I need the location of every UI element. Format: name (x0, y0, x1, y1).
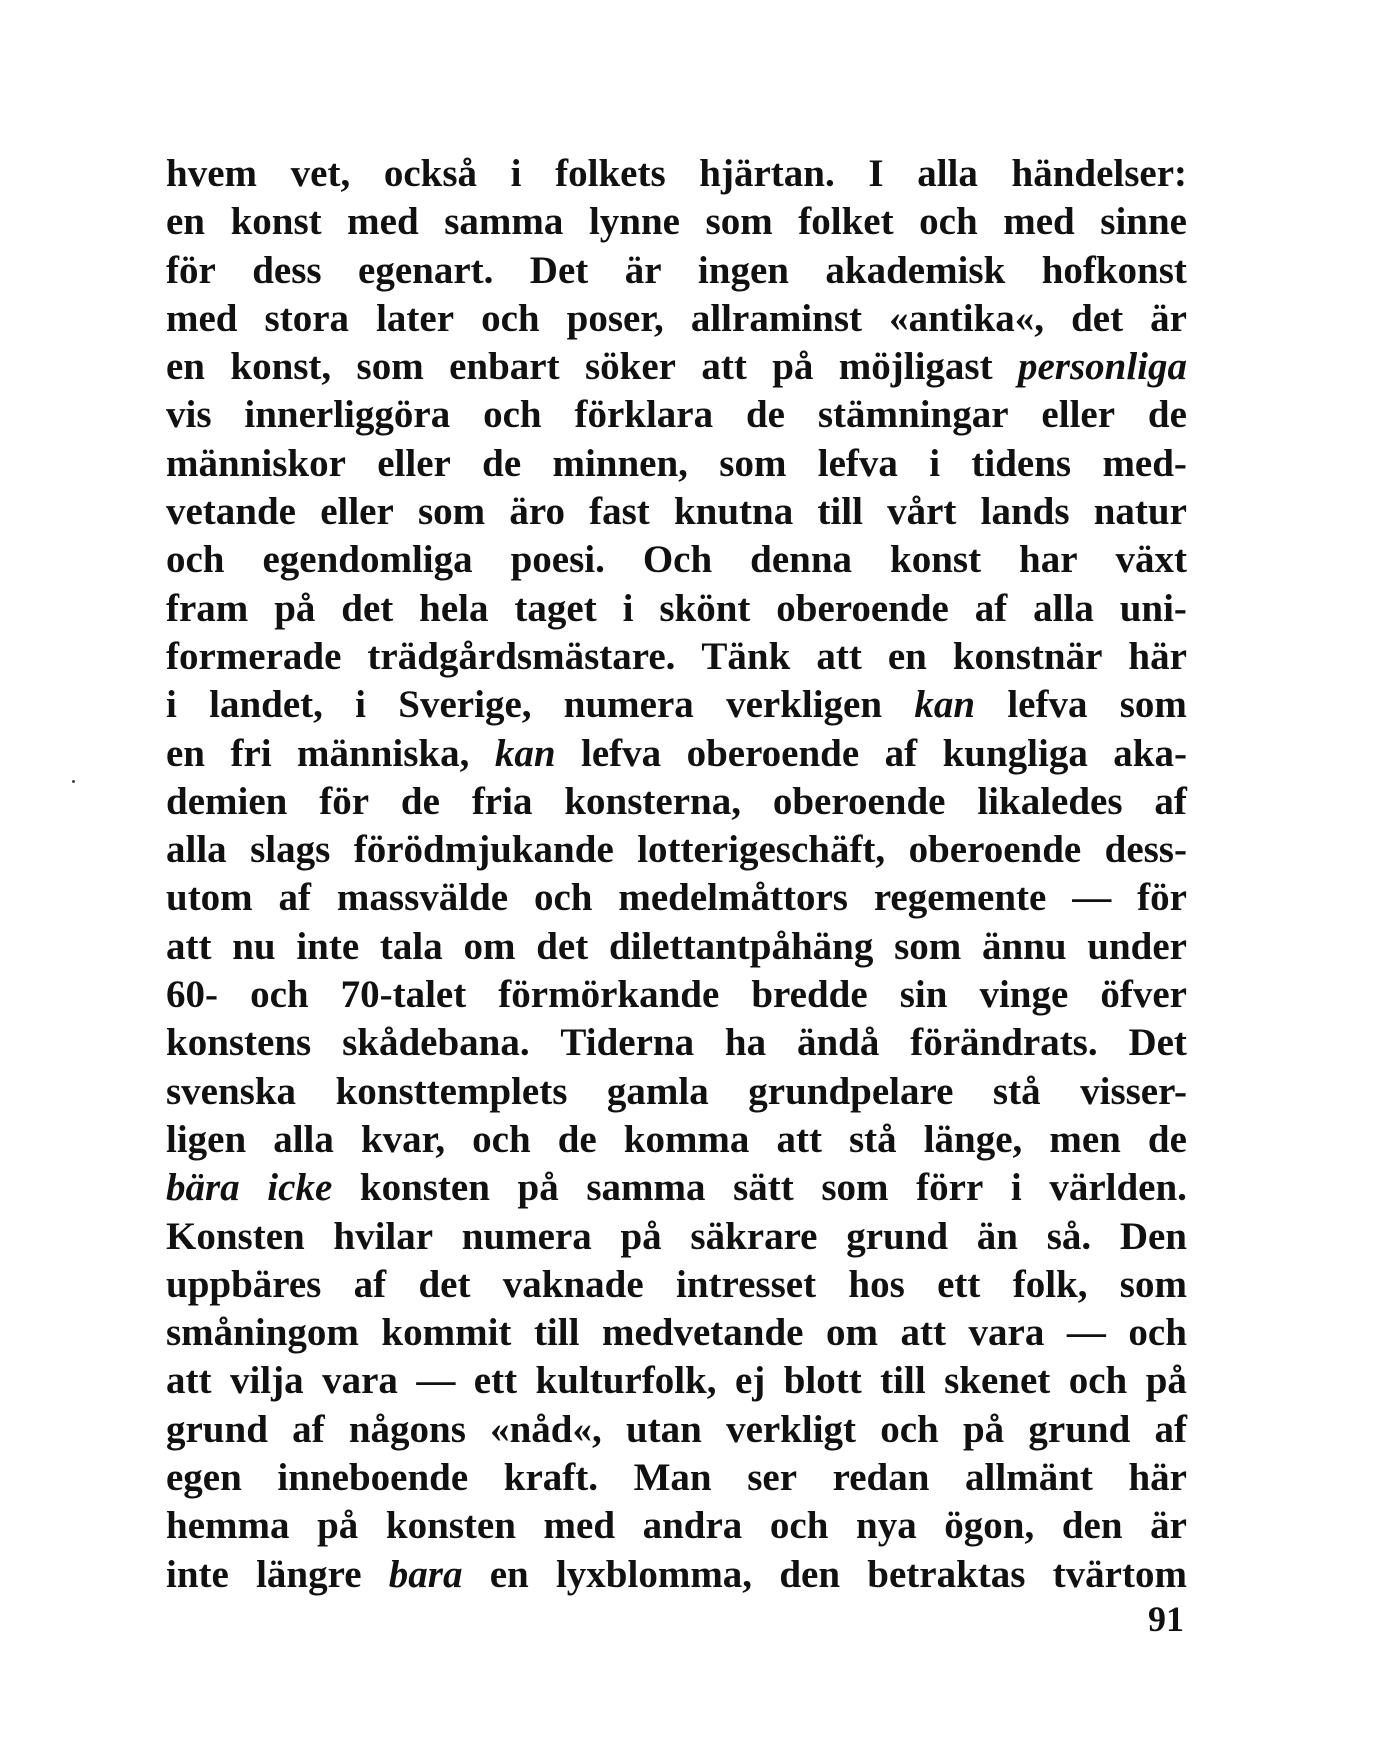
word: 70-talet (340, 973, 467, 1017)
text-line (166, 488, 1187, 536)
text-line (166, 1068, 1187, 1116)
word: de (745, 393, 785, 437)
word: alla (1033, 586, 1094, 630)
word: oberoende (686, 731, 860, 775)
word: småningom (166, 1311, 359, 1355)
word: konsten (385, 1504, 516, 1548)
word: folk, (1012, 1262, 1088, 1306)
word: på (274, 586, 316, 630)
word: Och (642, 538, 713, 582)
word: verkligen (726, 683, 883, 727)
word: 60- (166, 973, 218, 1017)
word: formerade (166, 634, 342, 678)
word: den (779, 1552, 841, 1596)
word: kulturfolk, (535, 1359, 717, 1403)
word: «nåd«, (490, 1407, 602, 1451)
italic-word: personliga (1017, 345, 1187, 389)
word: kvar, (360, 1117, 446, 1161)
word: numera (563, 683, 694, 727)
word: alla (166, 828, 227, 872)
word: det (418, 1262, 471, 1306)
word: har (1019, 538, 1078, 582)
italic-word: bära (166, 1166, 240, 1210)
word: medvetande (601, 1311, 804, 1355)
word: egen (166, 1456, 242, 1500)
text-line (166, 198, 1187, 246)
word: oberoende (772, 779, 946, 823)
word: landet, (209, 683, 323, 727)
word: vetande (166, 490, 296, 534)
word: på (620, 1214, 662, 1258)
word: i (355, 683, 367, 727)
word: lands (980, 490, 1070, 534)
word: att (166, 1359, 212, 1403)
word: som (705, 200, 773, 244)
text-line (166, 826, 1187, 874)
word: till (533, 1311, 580, 1355)
word: Det (529, 248, 589, 292)
word: är (1150, 296, 1187, 340)
word: vis (166, 393, 212, 437)
word: och (250, 973, 309, 1017)
word: hos (848, 1262, 905, 1306)
word: lotterigeschäft, (637, 828, 886, 872)
word: och (769, 1504, 829, 1548)
word: kungliga (942, 731, 1088, 775)
word: ligen (166, 1117, 247, 1161)
word: intresset (676, 1262, 817, 1306)
word: i (929, 441, 941, 485)
word: komma (623, 1117, 750, 1161)
word: oberoende (776, 586, 949, 630)
word: skådebana. (342, 1021, 530, 1065)
word: de (1147, 393, 1187, 437)
word: uppbäres (166, 1262, 322, 1306)
text-line (166, 1116, 1187, 1164)
word: som (356, 345, 424, 389)
word: och (166, 538, 225, 582)
word: någons (348, 1407, 466, 1451)
word: enbart (449, 345, 560, 389)
margin-speck (72, 780, 75, 783)
word: skenet (944, 1359, 1051, 1403)
text-line (166, 971, 1187, 1019)
word: minnen, (552, 441, 688, 485)
word: numera (461, 1214, 592, 1258)
word: natur (1093, 490, 1187, 534)
word: och (1128, 1311, 1187, 1355)
word: händelser: (1011, 152, 1187, 195)
word: för (1137, 876, 1187, 920)
word: de (557, 1117, 597, 1161)
word: Konsten (166, 1214, 305, 1258)
word: folket (798, 200, 894, 244)
word: fast (589, 490, 650, 534)
word: Tiderna (560, 1021, 695, 1065)
word: regemente (873, 876, 1047, 920)
word: lefva (817, 441, 898, 485)
word: vara (322, 1359, 398, 1403)
word: som (417, 490, 486, 534)
word: knutna (673, 490, 794, 534)
word: förklara (574, 393, 714, 437)
word: egendomliga (262, 538, 473, 582)
word: ej (734, 1359, 766, 1403)
word: ett (473, 1359, 518, 1403)
word: och (483, 393, 542, 437)
word: med (166, 296, 238, 340)
word: egenart. (358, 248, 494, 292)
word: som (1119, 1262, 1187, 1306)
word: lefva (1007, 683, 1088, 727)
word: på (317, 1504, 359, 1548)
word: af (974, 586, 1008, 630)
word: med (347, 200, 419, 244)
italic-word: icke (267, 1166, 333, 1210)
word: fria (471, 779, 533, 823)
word: med (543, 1504, 616, 1548)
word: en (166, 731, 205, 775)
word: lyxblomma, (555, 1552, 753, 1596)
word: det (341, 586, 394, 630)
word: alla (273, 1117, 334, 1161)
text-line (166, 923, 1187, 971)
word: att (166, 924, 212, 968)
word: allraminst (690, 296, 863, 340)
word: oberoende (908, 828, 1082, 872)
word: ett (937, 1262, 981, 1306)
word: — (1072, 876, 1112, 920)
word: allmänt (965, 1456, 1093, 1500)
italic-word: kan (914, 683, 976, 727)
word: medelmåttors (618, 876, 848, 920)
word: af (1154, 779, 1187, 823)
word: lefva (580, 731, 662, 775)
word: en (489, 1552, 529, 1596)
word: hemma (166, 1504, 290, 1548)
word: de (400, 779, 440, 823)
word: trädgårdsmästare. (367, 634, 676, 678)
word: tala (379, 924, 443, 968)
word: — (1066, 1311, 1106, 1355)
word: utom (166, 876, 253, 920)
word: visser- (1080, 1069, 1187, 1113)
word: öfver (1100, 973, 1187, 1017)
word: hela (419, 586, 489, 630)
word: blott (783, 1359, 862, 1403)
word: och (1068, 1359, 1128, 1403)
word: så. (1046, 1214, 1092, 1258)
word: hofkonst (1041, 248, 1187, 292)
word: människa, (297, 731, 470, 775)
word: i (1010, 1166, 1022, 1210)
word: Man (633, 1456, 712, 1500)
text-line (166, 1454, 1187, 1502)
word: alla (917, 152, 978, 195)
text-line (166, 681, 1187, 729)
word: skönt (659, 586, 751, 630)
word: och (533, 876, 593, 920)
word: de (1147, 1117, 1187, 1161)
word: till (817, 490, 863, 534)
word: I (868, 152, 884, 195)
word: för (319, 779, 370, 823)
word: en (166, 200, 205, 244)
word: hvem (166, 152, 257, 195)
word: men (1049, 1117, 1121, 1161)
word: af (353, 1262, 387, 1306)
word: inte (296, 924, 360, 968)
word: en (166, 345, 205, 389)
word: Den (1119, 1214, 1187, 1258)
word: som (1119, 683, 1187, 727)
word: vårt (887, 490, 957, 534)
word: konstnär (952, 634, 1103, 678)
word: grundpelare (748, 1069, 954, 1113)
word: kommit (381, 1311, 512, 1355)
word: Tänk (701, 634, 791, 678)
text-line (166, 1551, 1187, 1599)
text-line (166, 1019, 1187, 1067)
text-line (166, 1309, 1187, 1357)
word: gamla (606, 1069, 709, 1113)
word: Det (1128, 1021, 1187, 1065)
word: bredde (751, 973, 868, 1017)
word: än (976, 1214, 1018, 1258)
text-line (166, 1502, 1187, 1550)
word: under (1087, 924, 1187, 968)
word: säkrare (690, 1214, 818, 1258)
text-line (166, 730, 1187, 778)
word: uni- (1119, 586, 1187, 630)
word: länge, (923, 1117, 1023, 1161)
text-line (166, 247, 1187, 295)
word: — (416, 1359, 456, 1403)
word: förmörkande (498, 973, 720, 1017)
word: sätt (733, 1166, 794, 1210)
word: Sverige, (398, 683, 532, 727)
word: att (816, 634, 862, 678)
word: betraktas (867, 1552, 1026, 1596)
word: på (962, 1407, 1005, 1451)
word: slags (250, 828, 331, 872)
text-line (166, 778, 1187, 826)
word: svenska (166, 1069, 297, 1113)
word: fri (230, 731, 272, 775)
word: tvärtom (1052, 1552, 1187, 1596)
word: stämningar (817, 393, 1009, 437)
word: later (376, 296, 455, 340)
word: innerliggöra (244, 393, 451, 437)
word: eller (320, 490, 394, 534)
word: vaknade (502, 1262, 644, 1306)
word: demien (166, 779, 288, 823)
text-line (166, 1164, 1187, 1212)
word: ögon, (944, 1504, 1035, 1548)
word: verkligt (726, 1407, 857, 1451)
word: redan (832, 1456, 930, 1500)
word: sin (899, 973, 948, 1017)
word: ännu (981, 924, 1067, 968)
word: och (481, 296, 540, 340)
text-line (166, 1261, 1187, 1309)
page-number: 91 (1148, 1599, 1184, 1639)
word: af (884, 731, 918, 775)
word: taget (514, 586, 597, 630)
word: fram (166, 586, 249, 630)
word: att (776, 1117, 822, 1161)
text-line (166, 585, 1187, 633)
word: på (772, 345, 814, 389)
word: dilettantpåhäng (608, 924, 874, 968)
word: tidens (971, 441, 1072, 485)
word: utan (625, 1407, 702, 1451)
word: som (894, 924, 962, 968)
word: också (383, 152, 478, 195)
word: hjärtan. (699, 152, 835, 195)
word: konsterna, (564, 779, 741, 823)
word: inte (166, 1552, 229, 1596)
word: med- (1102, 441, 1187, 485)
word: nu (232, 924, 276, 968)
word: sinne (1100, 200, 1187, 244)
text-line (166, 1406, 1187, 1454)
word: möjligast (838, 345, 993, 389)
word: förr (916, 1166, 984, 1210)
word: grund (1028, 1407, 1131, 1451)
word: vet, (290, 152, 351, 195)
word: att (701, 345, 747, 389)
word: eller (1041, 393, 1116, 437)
word: det (536, 924, 589, 968)
word: i (510, 152, 522, 195)
word: kraft. (503, 1456, 598, 1500)
text-line (166, 536, 1187, 584)
word: förödmjukande (353, 828, 614, 872)
italic-word: bara (388, 1552, 463, 1596)
word: likaledes (977, 779, 1123, 823)
word: för (166, 248, 216, 292)
word: om (825, 1311, 878, 1355)
word: vilja (229, 1359, 304, 1403)
word: här (1128, 1456, 1187, 1500)
word: nya (856, 1504, 917, 1548)
text-line (166, 1357, 1187, 1405)
word: den (1061, 1504, 1123, 1548)
word: ingen (697, 248, 789, 292)
word: konsttemplets (335, 1069, 568, 1113)
word: söker (584, 345, 676, 389)
text-line (166, 150, 1187, 198)
text-line (166, 343, 1187, 391)
word: i (622, 586, 634, 630)
word: på (1145, 1359, 1187, 1403)
text-line (166, 633, 1187, 681)
word: som (821, 1166, 889, 1210)
word: stå (992, 1069, 1041, 1113)
word: eller (377, 441, 451, 485)
word: konsten (359, 1166, 490, 1210)
word: af (1154, 1407, 1187, 1451)
word: och (919, 200, 978, 244)
word: är (1150, 1504, 1187, 1548)
italic-word: kan (494, 731, 556, 775)
word: om (463, 924, 516, 968)
word: med (1003, 200, 1075, 244)
word: det (1071, 296, 1124, 340)
word: som (719, 441, 787, 485)
word: af (278, 876, 312, 920)
word: konst (230, 200, 322, 244)
word: grund (846, 1214, 949, 1258)
word: dess (252, 248, 322, 292)
word: världen. (1049, 1166, 1187, 1210)
word: att (900, 1311, 946, 1355)
word: stora (264, 296, 350, 340)
word: hvilar (333, 1214, 434, 1258)
word: vara (968, 1311, 1045, 1355)
word: är (624, 248, 662, 292)
word: inneboende (277, 1456, 469, 1500)
word: dess- (1104, 828, 1187, 872)
word: konstens (166, 1021, 312, 1065)
word: akademisk (825, 248, 1006, 292)
text-line (166, 295, 1187, 343)
word: och (472, 1117, 531, 1161)
word: de (482, 441, 522, 485)
word: folkets (555, 152, 666, 195)
word: på (517, 1166, 559, 1210)
word: poesi. (510, 538, 605, 582)
word: vinge (979, 973, 1069, 1017)
word: af (292, 1407, 325, 1451)
word: i (166, 683, 177, 727)
word: förändrats. (910, 1021, 1098, 1065)
word: samma (586, 1166, 706, 1210)
word: samma (444, 200, 564, 244)
word: en (887, 634, 927, 678)
body-text (166, 150, 1187, 1599)
word: denna (750, 538, 853, 582)
text-line (166, 440, 1187, 488)
word: «antika«, (889, 296, 1045, 340)
word: poser, (566, 296, 664, 340)
word: stå (849, 1117, 897, 1161)
word: konst (890, 538, 982, 582)
word: lynne (588, 200, 680, 244)
word: människor (166, 441, 346, 485)
text-line (166, 391, 1187, 439)
word: äro (509, 490, 565, 534)
word: ha (724, 1021, 767, 1065)
word: ändå (796, 1021, 880, 1065)
text-line (166, 874, 1187, 922)
word: konst, (230, 345, 332, 389)
text-line (166, 1213, 1187, 1261)
word: aka- (1113, 731, 1187, 775)
word: och (880, 1407, 939, 1451)
word: till (880, 1359, 926, 1403)
word: växt (1115, 538, 1187, 582)
word: ser (747, 1456, 798, 1500)
word: andra (642, 1504, 743, 1548)
word: längre (256, 1552, 362, 1596)
word: massvälde (336, 876, 509, 920)
word: här (1128, 634, 1187, 678)
word: grund (166, 1407, 268, 1451)
